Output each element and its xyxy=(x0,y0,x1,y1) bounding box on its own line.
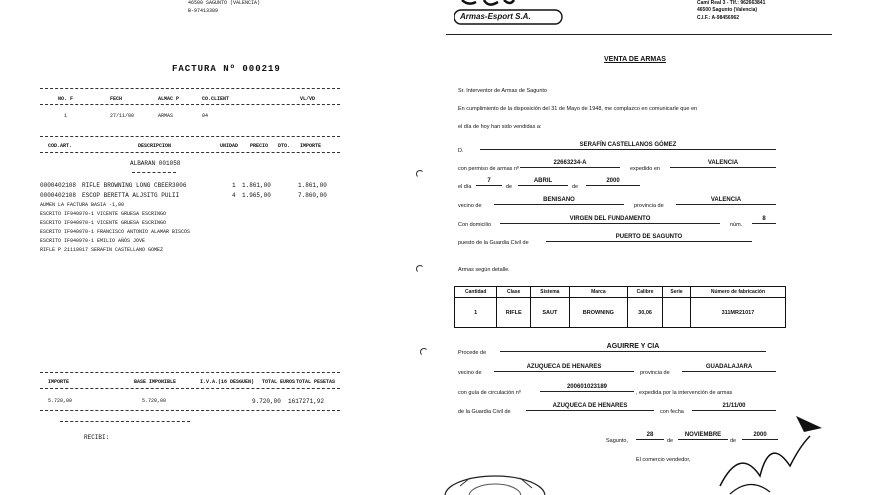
invoice-col-codart: COD.ART. xyxy=(48,143,73,149)
guia-date: 21/11/00 xyxy=(692,402,776,411)
invoice-val-almac: ARMAS xyxy=(158,113,174,119)
totals-col-pesetas: TOTAL PESETAS xyxy=(296,379,336,385)
item-amount: 1.861,00 xyxy=(298,182,327,189)
col-cantidad: Cantidad xyxy=(455,287,497,298)
armas-detalle: Armas según detalle. xyxy=(458,267,510,273)
label-vecino-2: vecino de xyxy=(458,370,482,376)
procede: AGUIRRE Y CIA xyxy=(500,343,766,352)
punch-mark xyxy=(416,170,424,178)
totals-col-base: BASE IMPONIBLE xyxy=(134,379,177,385)
company-cif: C.I.F.: A-98456962 xyxy=(697,15,740,21)
invoice-header-address: 46500 SAGUNTO (VALENCIA) xyxy=(188,0,261,6)
item-price: 1.965,00 xyxy=(242,192,271,199)
label-de: de xyxy=(667,438,674,444)
label-de: de xyxy=(572,184,579,190)
totals-col-iva: I.V.A.(16 DESGUEN) xyxy=(200,379,255,385)
permit-month: ABRIL xyxy=(518,177,568,186)
cell-numero: 311MR21017 xyxy=(690,298,785,328)
divider xyxy=(40,136,340,137)
label-de: de xyxy=(730,438,737,444)
label-guardia-2: de la Guardia Civil de xyxy=(458,409,511,415)
punch-mark xyxy=(420,348,428,356)
permit-number: 22663234-A xyxy=(520,159,620,168)
invoice-val-fecha: 27/11/00 xyxy=(110,113,135,119)
domicilio: VIRGEN DEL FUNDAMENTO xyxy=(500,215,720,224)
province-2: GUADALAJARA xyxy=(682,363,776,372)
label-d: D. xyxy=(458,148,464,154)
label-issued: expedido en xyxy=(630,166,660,172)
divider xyxy=(40,152,340,153)
invoice-extra-line: AUMEN LA FACTURA BASIA -1,00 xyxy=(40,202,125,208)
invoice-val-no: 1 xyxy=(64,113,68,119)
cell-calibre: 30,06 xyxy=(627,298,662,328)
label-num: núm. xyxy=(730,222,743,228)
item-amount: 7.860,00 xyxy=(298,192,327,199)
seller-caption: El comercio vendedor, xyxy=(636,457,691,463)
totals-col-euros: TOTAL EUROS xyxy=(262,379,296,385)
punch-mark xyxy=(416,265,424,273)
invoice-title: FACTURA Nº 000219 xyxy=(172,64,281,74)
guardia-civil-post: PUERTO DE SAGUNTO xyxy=(546,233,752,242)
label-procede: Procede de xyxy=(458,350,487,356)
label-puesto: puesto de la Guardia Civil de xyxy=(458,240,529,246)
invoice-col-fecha: FECH xyxy=(110,96,123,102)
buyer-name: SERAFÍN CASTELLANOS GÓMEZ xyxy=(480,141,776,150)
signature xyxy=(700,406,830,495)
totals-val-pesetas: 1617271,92 xyxy=(288,398,325,405)
invoice-extra-line: ESCRITO IF940970-1 EMILIO AÑÓS JOVE xyxy=(40,238,146,244)
invoice-extra-line: ESCRITO IF940970-1 VICENTE GRUESA ESCRINGO xyxy=(40,220,167,226)
invoice-col-dto: DTO. xyxy=(278,143,291,149)
item-description: ESCOP BERETTA ALJSITG PULII xyxy=(82,192,180,199)
divider xyxy=(132,172,176,173)
guia-number: 200601023189 xyxy=(540,383,634,392)
label-province-2: provincia de xyxy=(640,370,670,376)
sign-day: 28 xyxy=(636,431,664,440)
invoice-extra-line: RIFLE P 21110017 SERAFIN CASTELLANO GOMEZ xyxy=(40,247,164,253)
street-number: 8 xyxy=(752,215,776,224)
company-address: Camí Real 3 - Tlf.: 962663841 xyxy=(697,0,766,6)
document-title: VENTA DE ARMAS xyxy=(604,56,666,63)
cell-cantidad: 1 xyxy=(455,298,497,328)
invoice-col-desc: DESCRIPCION xyxy=(138,143,172,149)
invoice-header-nif: B-97413389 xyxy=(188,8,219,14)
label-province: provincia de xyxy=(634,203,664,209)
divider xyxy=(40,104,340,105)
company-city: 46500 Sagunto (Valencia) xyxy=(697,7,758,13)
weapons-table-header xyxy=(455,287,786,298)
label-el-dia: el día xyxy=(458,184,472,190)
invoice-albaran: ALBARAN 001058 xyxy=(130,160,181,167)
company-logo-text: Armas-Esport S.A. xyxy=(460,12,531,21)
invoice-val-cliente: 04 xyxy=(202,113,209,119)
item-quantity: 1 xyxy=(232,182,236,189)
guardia-civil-2: AZUQUECA DE HENARES xyxy=(526,402,654,411)
sign-year: 2000 xyxy=(742,431,778,440)
col-clase: Clase xyxy=(497,287,531,298)
col-numero: Número de fabricación xyxy=(690,287,785,298)
totals-col-importe: IMPORTE xyxy=(48,379,70,385)
cell-marca: BROWNING xyxy=(569,298,627,328)
label-guia: con guía de circulación nº xyxy=(458,390,521,396)
totals-val-importe: 5.720,00 xyxy=(48,398,73,404)
label-permit: con permiso de armas nº xyxy=(458,166,520,172)
permit-year: 2000 xyxy=(586,177,640,186)
divider xyxy=(40,410,340,411)
header-rule xyxy=(446,34,832,35)
item-code: 0000402108 xyxy=(40,182,77,189)
item-description: RIFLE BROWNING LONG CBEER3006 xyxy=(82,182,187,189)
cell-sistema: SAUT xyxy=(530,298,569,328)
invoice-col-no: NO. F xyxy=(58,96,74,102)
official-stamp xyxy=(440,466,560,495)
col-calibre: Calibre xyxy=(627,287,662,298)
invoice-col-unidad: UNIDAD xyxy=(220,143,239,149)
totals-val-base: 5.720,00 xyxy=(142,398,167,404)
label-vecino: vecino de xyxy=(458,203,482,209)
vecino-2: AZUQUECA DE HENARES xyxy=(494,363,634,372)
totals-val-euros: 9.720,00 xyxy=(252,398,281,405)
invoice-col-cliente: CO.CLIENT xyxy=(202,96,230,102)
item-code: 0000402108 xyxy=(40,192,77,199)
vecino: BENISANO xyxy=(494,196,624,205)
invoice-col-precio: PRECIO xyxy=(250,143,269,149)
sign-month: NOVIEMBRE xyxy=(678,431,728,440)
divider xyxy=(40,388,340,389)
province: VALENCIA xyxy=(676,196,776,205)
cell-clase: RIFLE xyxy=(497,298,531,328)
item-price: 1.861,00 xyxy=(242,182,271,189)
weapons-table xyxy=(454,286,786,328)
intro-line-1: En cumplimiento de la disposición del 31 de Mayo de 1948, me complazco en comunicarle que en xyxy=(458,106,698,112)
intro-line-2: el día de hoy han sido vendidas a: xyxy=(458,124,542,130)
divider xyxy=(40,372,340,373)
label-domicilio: Con domicilio xyxy=(458,222,492,228)
weapons-table-row xyxy=(455,298,786,328)
invoice-recibi: RECIBI: xyxy=(84,434,110,441)
invoice-col-vlvd: VL/VD xyxy=(300,96,316,102)
invoice-extra-line: ESCRITO IF940970-1 FRANCISCO ANTONIO ALAMAR BISCOS xyxy=(40,229,191,235)
label-fecha: con fecha xyxy=(660,409,684,415)
label-sagunto: Sagunto, xyxy=(606,438,629,444)
col-marca: Marca xyxy=(569,287,627,298)
permit-issued-in: VALENCIA xyxy=(670,159,776,168)
addressee: Sr. Interventor de Armas de Sagunto xyxy=(458,88,547,94)
label-de: de xyxy=(506,184,513,190)
divider xyxy=(60,421,190,422)
col-sistema: Sistema xyxy=(530,287,569,298)
divider xyxy=(40,88,340,89)
invoice-col-almac: ALMAC P xyxy=(158,96,180,102)
invoice-extra-line: ESCRITO IF940970-1 VICENTE GRUESA ESCRINGO xyxy=(40,211,167,217)
item-quantity: 4 xyxy=(232,192,236,199)
col-serie: Serie xyxy=(663,287,691,298)
label-expedida: , expedida por la intervención de armas xyxy=(636,390,733,396)
invoice-col-importe: IMPORTE xyxy=(300,143,322,149)
permit-day: 7 xyxy=(476,177,502,186)
cell-serie xyxy=(663,298,691,328)
